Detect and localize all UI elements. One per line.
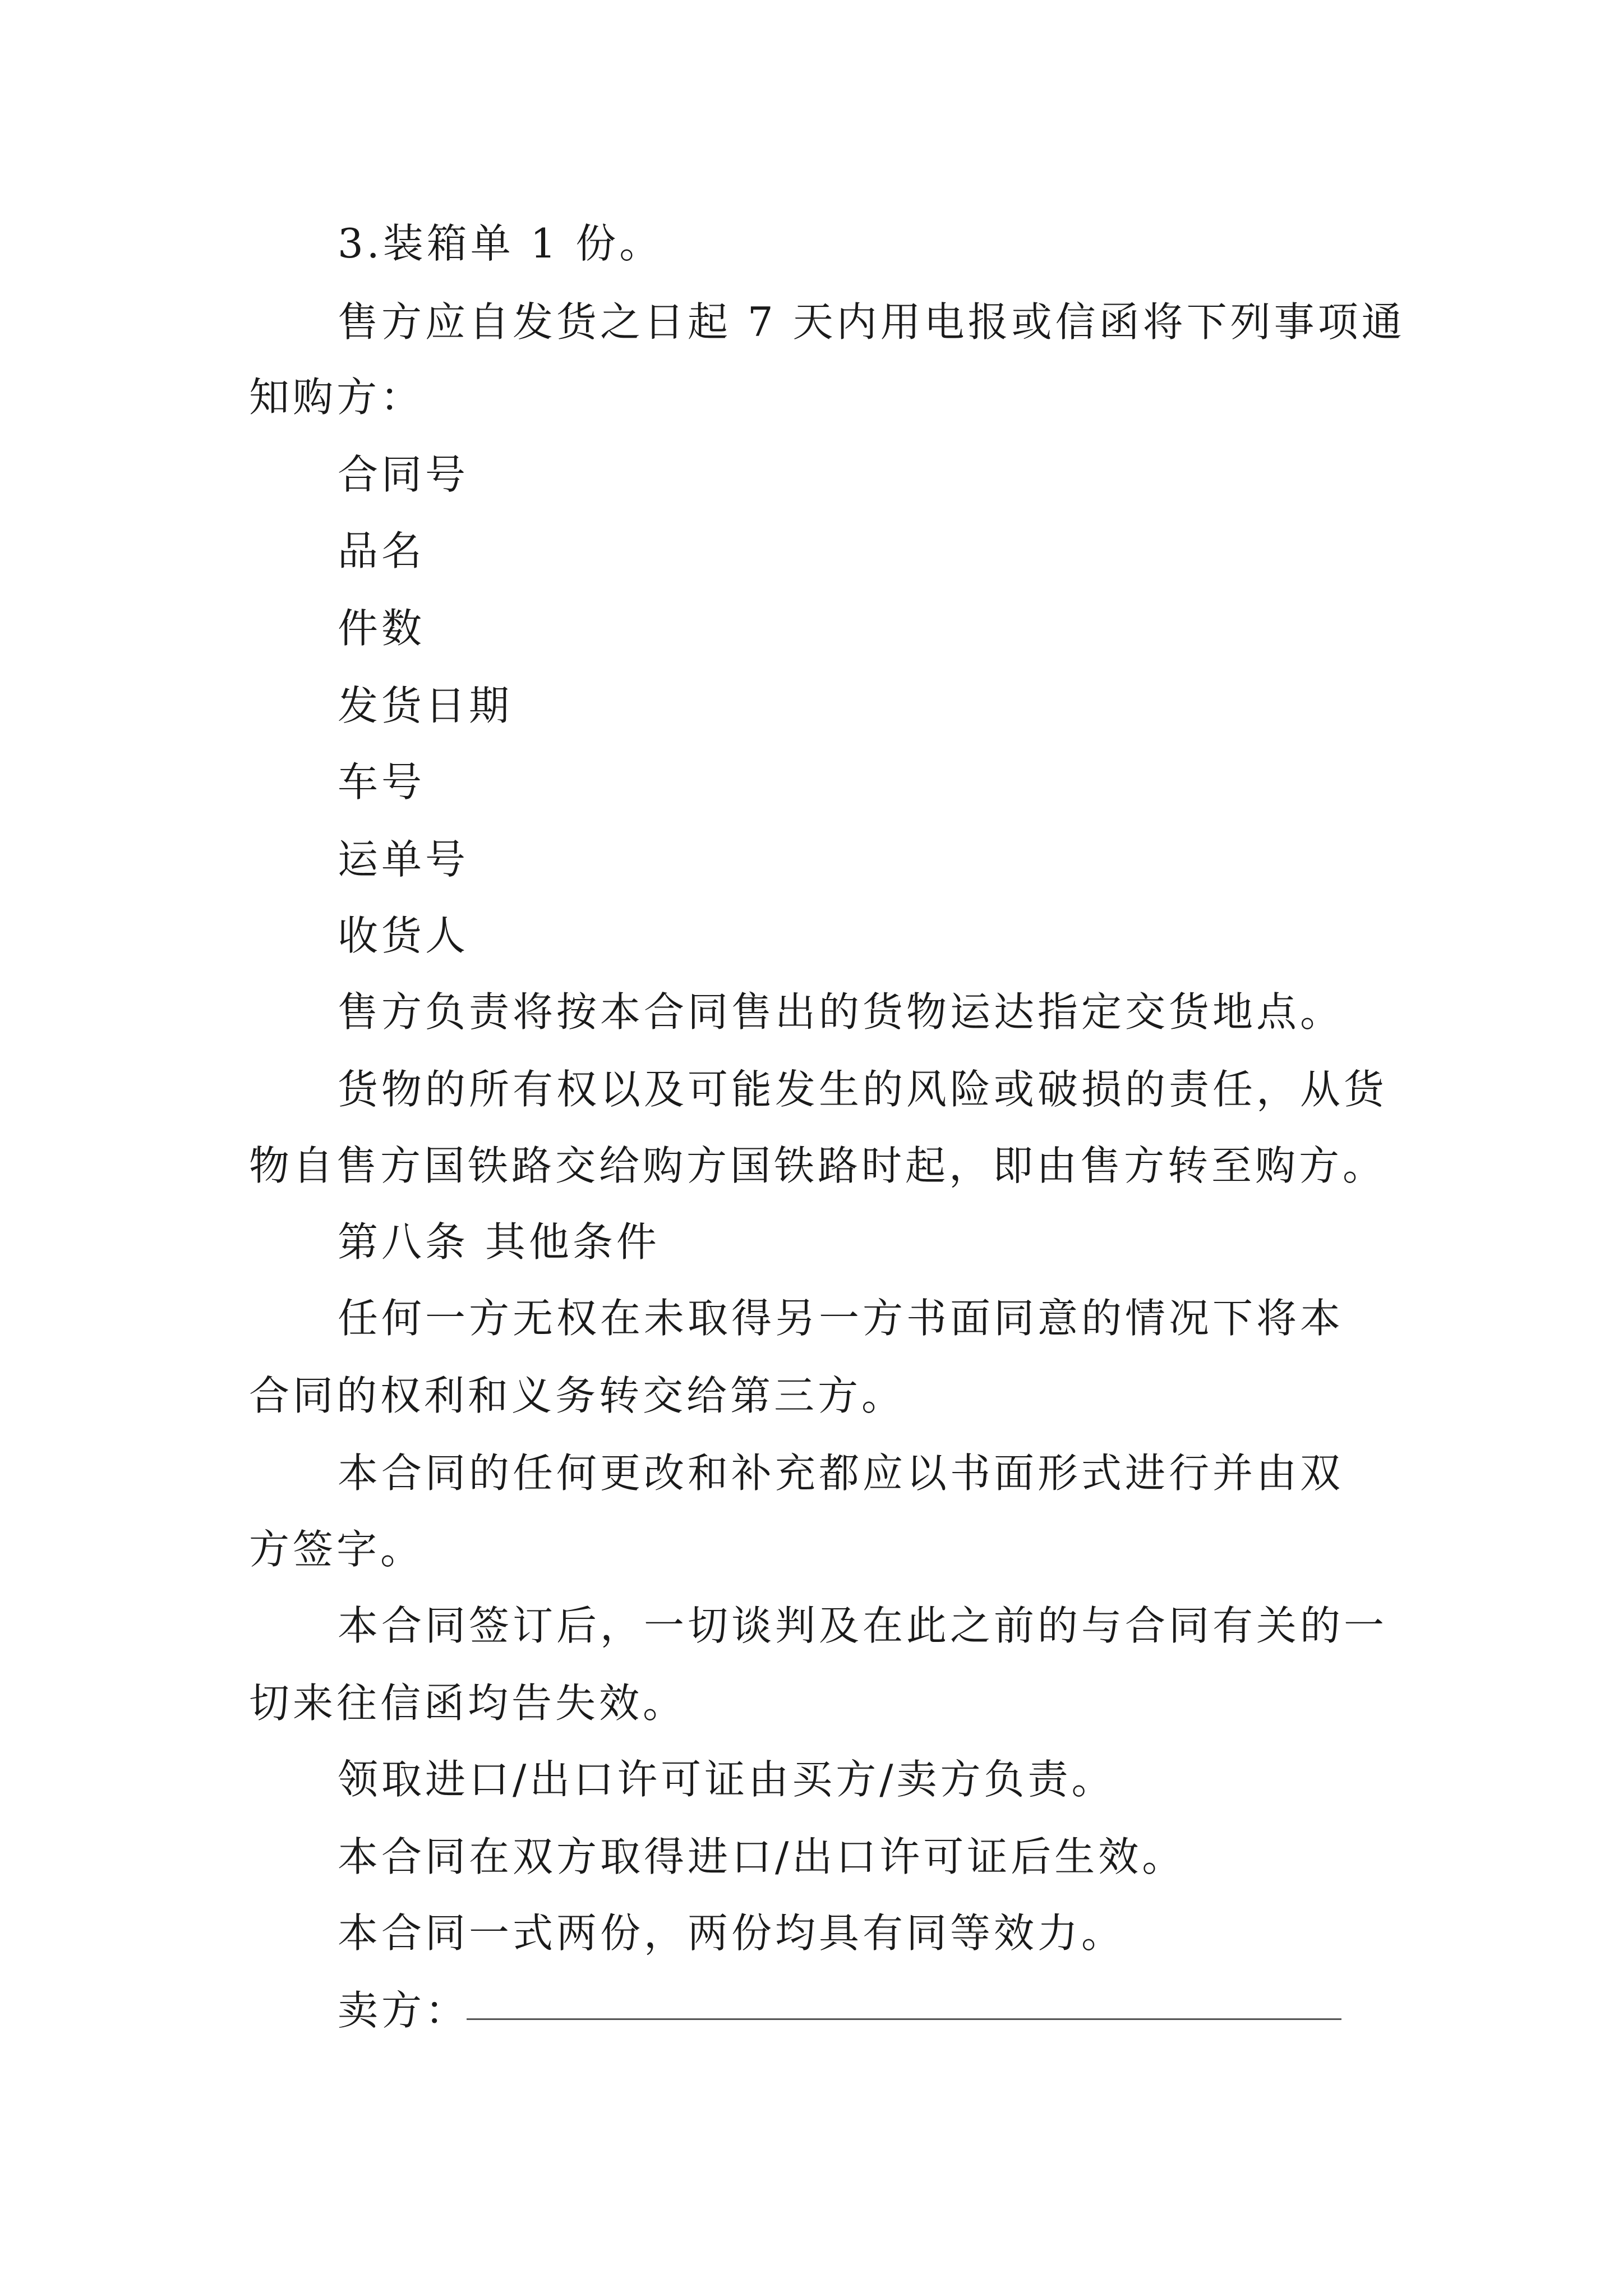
paragraph-line: 售方应自发货之日起 7 天内用电报或信函将下列事项通 xyxy=(338,298,1405,346)
paragraph-line: 切来往信函均告失效。 xyxy=(249,1680,687,1727)
paragraph-line: 本合同在双方取得进口/出口许可证后生效。 xyxy=(338,1833,1186,1880)
list-item: 收货人 xyxy=(338,912,469,959)
list-item: 运单号 xyxy=(338,836,469,883)
paragraph-line: 货物的所有权以及可能发生的风险或破损的责任，从货 xyxy=(338,1066,1388,1113)
list-item: 品名 xyxy=(338,527,426,574)
seller-signature-row xyxy=(338,1984,469,2037)
list-item: 件数 xyxy=(338,605,426,652)
seller-signature-line xyxy=(467,2018,1341,2020)
section-heading: 第八条 其他条件 xyxy=(338,1218,660,1266)
paragraph-line: 本合同一式两份，两份均具有同等效力。 xyxy=(338,1910,1126,1957)
list-item: 发货日期 xyxy=(338,682,513,729)
list-item: 合同号 xyxy=(338,451,469,498)
paragraph-line: 方签字。 xyxy=(249,1526,425,1573)
paragraph-line: 3.装箱单 1 份。 xyxy=(338,220,663,267)
paragraph-line: 领取进口/出口许可证由买方/卖方负责。 xyxy=(338,1756,1115,1803)
paragraph-line: 本合同签订后，一切谈判及在此之前的与合同有关的一 xyxy=(338,1602,1388,1649)
paragraph-line: 物自售方国铁路交给购方国铁路时起，即由售方转至购方。 xyxy=(249,1142,1387,1189)
paragraph-line: 任何一方无权在未取得另一方书面同意的情况下将本 xyxy=(338,1295,1344,1342)
list-item: 车号 xyxy=(338,758,426,806)
paragraph-line: 合同的权利和义务转交给第三方。 xyxy=(249,1372,906,1419)
paragraph-line: 售方负责将按本合同售出的货物运达指定交货地点。 xyxy=(338,988,1344,1036)
seller-label: 卖方： xyxy=(338,1987,469,2034)
paragraph-line: 知购方： xyxy=(249,374,425,421)
paragraph-line: 本合同的任何更改和补充都应以书面形式进行并由双 xyxy=(338,1450,1344,1497)
